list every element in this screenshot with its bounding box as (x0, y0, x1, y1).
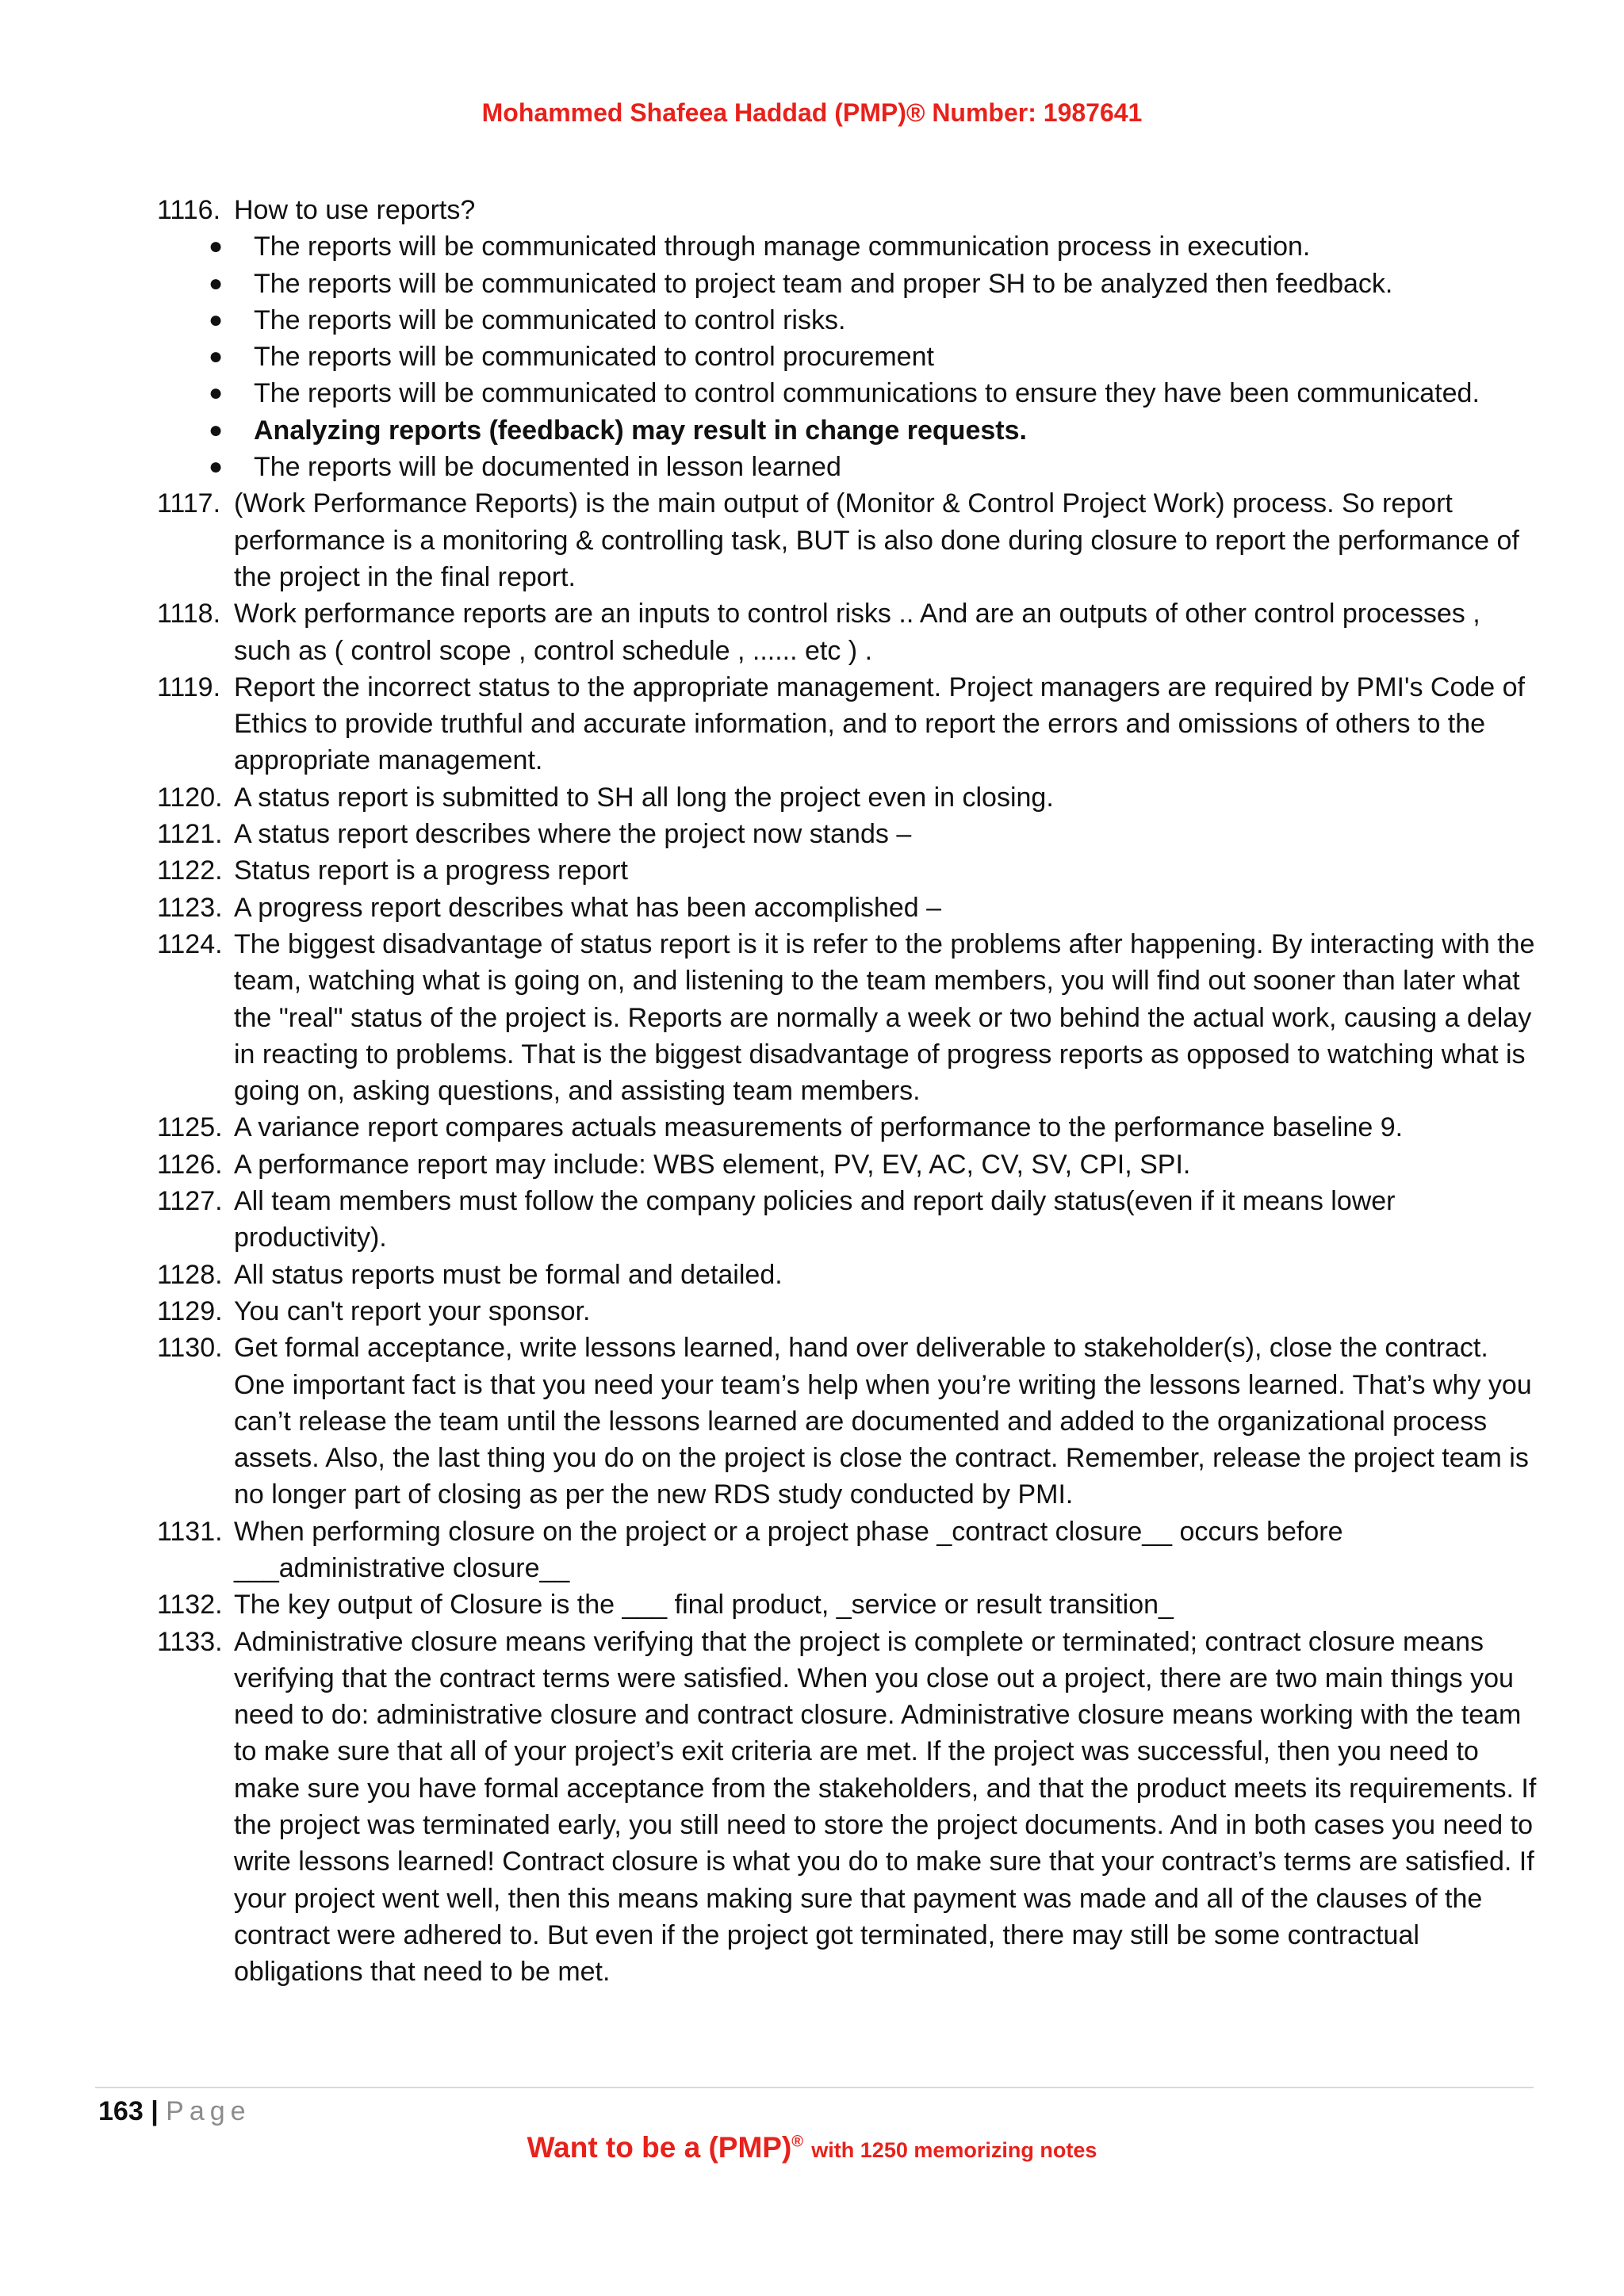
bullet-item: ● The reports will be communicated to project team and proper SH to be analyzed then feedback. (254, 266, 1537, 302)
list-item: 1133. Administrative closure means verifying that the project is complete or terminated; contract closure means verifying that the contract terms were satisfied. When you close out a project, there are two main things you need to do: administrative closure and contract closure. Administrative closure means working with the team to make sure that all of your project’s exit criteria are met. If the project was successful, then you need to make sure you have formal acceptance from the stakeholders, and that the product meets its requirements. If the project was terminated early, you still need to store the project documents. And in both cases you need to write lessons learned! Contract closure is what you do to make sure that your contract’s terms are satisfied. If your project went well, then this means making sure that payment was made and all of the clauses of the contract were adhered to. But even if the project got terminated, there may still be some contractual obligations that need to be met. (157, 1626, 1537, 1988)
list-item (157, 192, 1537, 228)
list-item: 1119. Report the incorrect status to the appropriate management. Project managers are required by PMI's Code of Ethics to provide truthful and accurate information, and to report the errors and omissions of others to the appropriate management. (157, 672, 1525, 776)
tagline-registered-mark: ® (791, 2133, 804, 2151)
list-item: 1126. A performance report may include: WBS element, PV, EV, AC, CV, SV, CPI, SPI. (157, 1149, 1191, 1180)
page-header-title: Mohammed Shafeea Haddad (PMP)® Number: 1987641 (481, 98, 1143, 127)
bullet-icon: ● (209, 233, 224, 260)
list-item: 1130. Get formal acceptance, write lessons learned, hand over deliverable to stakeholder(s), close the contract. One important fact is that you need your team’s help when you’re writing the lessons learned. That’s why you can’t release the team until the lessons learned are documented and added to the organizational process assets. Also, the last thing you do on the project is close the contract. Remember, release the project team is no longer part of closing as per the new RDS study conducted by PMI. (157, 1333, 1532, 1510)
tagline-main: Want to be a (PMP) (527, 2131, 792, 2164)
list-item: 1127. All team members must follow the company policies and report daily status(even if it means lower productivity). (157, 1186, 1396, 1253)
list-item: 1122. Status report is a progress report (157, 855, 629, 886)
bullet-icon: ● (209, 453, 224, 480)
list-item: 1120. A status report is submitted to SH all long the project even in closing. (157, 782, 1054, 813)
item-number: 1116. (157, 195, 221, 225)
item-text: How to use reports? (234, 195, 476, 225)
bullet-icon: ● (209, 380, 224, 407)
page-number-separator: | (151, 2096, 159, 2126)
list-item: 1121. A status report describes where the project now stands – (157, 819, 912, 850)
bullet-item: ● The reports will be communicated to control communications to ensure they have been communicated. (254, 375, 1537, 411)
list-item: 1118. Work performance reports are an inputs to control risks .. And are an outputs of other control processes , such as ( control scope , control schedule , ...... etc ) . (157, 599, 1480, 666)
list-item: 1132. The key output of Closure is the ___ final product, _service or result transition_ (157, 1590, 1174, 1621)
list-item: 1124. The biggest disadvantage of status report is it is refer to the problems after happening. By interacting with the team, watching what is going on, and listening to the team members, you will find out sooner than later what the "real" status of the project is. Reports are normally a week or two behind the actual work, causing a delay in reacting to problems. That is the biggest disadvantage of progress reports as opposed to watching what is going on, asking questions, and assisting team members. (157, 928, 1535, 1107)
bullet-icon: ● (209, 306, 224, 333)
bullet-item: ● The reports will be communicated to control risks. (254, 302, 1537, 339)
bullet-icon: ● (209, 270, 224, 297)
list-item: 1117. (Work Performance Reports) is the main output of (Monitor & Control Project Work) process. So report performance is a monitoring & controlling task, BUT is also done during closure to report the performance of the project in the final report. (157, 488, 1519, 592)
bullet-list (157, 228, 1537, 485)
list-item: 1128. All status reports must be formal and detailed. (157, 1259, 783, 1290)
tagline-small: with 1250 memorizing notes (811, 2138, 1097, 2162)
page-number-value: 163 (98, 2096, 144, 2126)
list-item: 1131. When performing closure on the project or a project phase _contract closure__ occurs before ___administrative closure__ (157, 1516, 1343, 1583)
bullet-icon: ● (209, 416, 224, 443)
list-item: 1125. A variance report compares actuals measurements of performance to the performance baseline 9. (157, 1112, 1404, 1143)
bullet-item: ● The reports will be documented in lesson learned (254, 449, 1537, 485)
page-number (98, 2093, 251, 2130)
bullet-item: ● The reports will be communicated through manage communication process in execution. (254, 228, 1537, 265)
notes-list (157, 192, 1537, 1991)
footer-divider (95, 2087, 1534, 2088)
bullet-item: ● The reports will be communicated to control procurement (254, 339, 1537, 375)
list-item: 1123. A progress report describes what has been accomplished – (157, 892, 942, 923)
list-item: 1129. You can't report your sponsor. (157, 1295, 591, 1326)
footer-tagline (0, 2131, 1624, 2164)
page-label: Page (166, 2096, 251, 2126)
bullet-icon: ● (209, 343, 224, 370)
bullet-item-bold: ● Analyzing reports (feedback) may result in change requests. (254, 412, 1537, 449)
